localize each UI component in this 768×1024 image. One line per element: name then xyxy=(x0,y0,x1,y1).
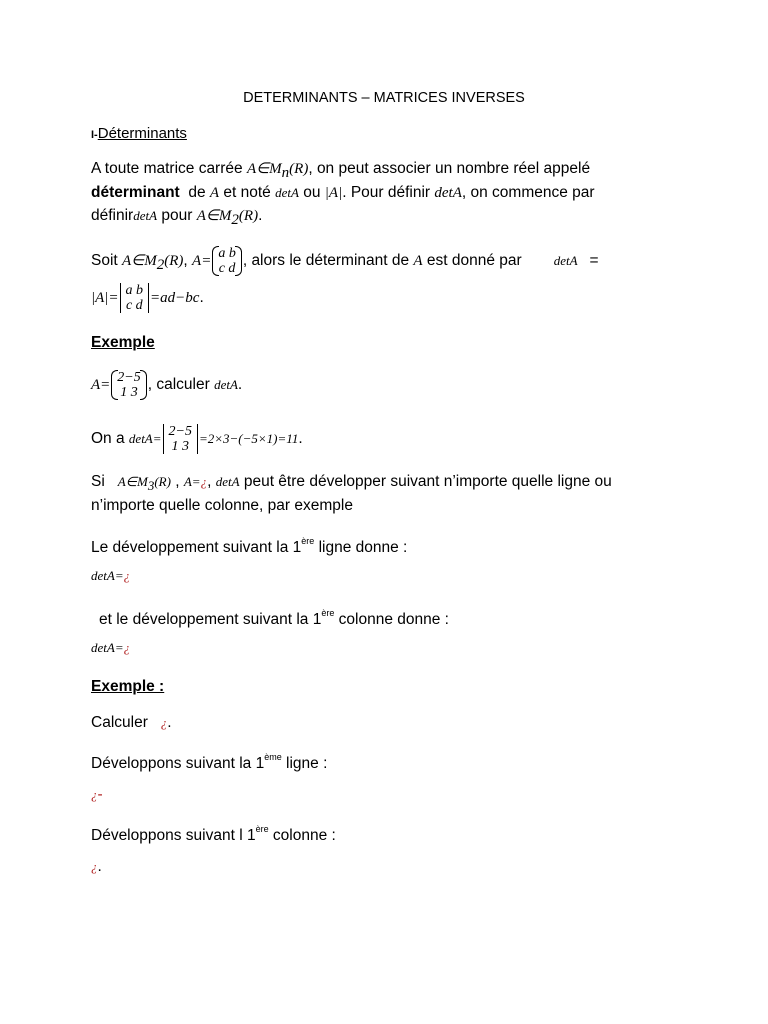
math: A xyxy=(209,185,220,201)
example-1-line-1 xyxy=(91,369,242,401)
determinant-2x2 xyxy=(120,283,150,313)
bold-term: déterminant xyxy=(91,184,180,201)
math: |A|= xyxy=(91,290,119,307)
math-subscript: n xyxy=(281,165,290,182)
text: et le développement suivant la 1 xyxy=(99,611,322,629)
math: A∈M xyxy=(246,161,282,177)
math: A∈M xyxy=(122,253,157,270)
text: , xyxy=(207,473,216,490)
matrix-row: c d xyxy=(125,298,143,313)
example-2-line-1 xyxy=(91,713,172,733)
matrix-row: 1 3 xyxy=(120,384,138,400)
text: , calculer xyxy=(147,376,215,393)
text: . xyxy=(97,858,102,875)
paragraph-3-line-1 xyxy=(91,472,612,496)
unrendered-formula-glyph: ¿ xyxy=(160,715,168,730)
text: . xyxy=(237,376,243,393)
math-subscript: 3 xyxy=(147,478,155,494)
text: Développons suivant l 1 xyxy=(91,827,256,845)
math: A= xyxy=(192,253,212,270)
math-subscript: 2 xyxy=(231,212,239,229)
math: (R) xyxy=(164,253,184,270)
text: . xyxy=(258,207,263,224)
unrendered-formula-glyph: ¿ xyxy=(91,787,98,802)
matrix-row: 2−5 xyxy=(117,369,141,385)
text: , alors le déterminant de xyxy=(242,252,414,270)
text: A toute matrice carrée xyxy=(91,160,247,177)
section-number: I- xyxy=(91,129,98,141)
math: A xyxy=(413,253,423,270)
math: (R) xyxy=(238,208,259,224)
unrendered-formula-glyph: ¿ xyxy=(200,474,208,489)
text: . xyxy=(298,430,303,447)
text: colonne : xyxy=(268,827,336,845)
matrix-row: 2−5 xyxy=(168,423,192,439)
unrendered-formula-glyph: ¿ xyxy=(123,568,131,583)
text: . xyxy=(199,289,204,307)
text: - xyxy=(97,786,103,803)
matrix-row: 1 3 xyxy=(171,438,189,454)
paragraph-3-formula-1 xyxy=(91,566,130,586)
text: pour xyxy=(157,207,197,224)
text: Le développement suivant la 1 xyxy=(91,539,302,557)
math: |A| xyxy=(324,185,343,201)
math: detA xyxy=(434,185,462,201)
unrendered-formula-glyph: ¿ xyxy=(91,859,98,874)
paragraph-1-line-2 xyxy=(91,183,595,203)
paragraph-2-line-1 xyxy=(91,246,599,280)
section-title: Déterminants xyxy=(97,125,187,142)
example-2-line-2 xyxy=(91,749,327,774)
math: (R) xyxy=(289,161,309,177)
math: =ad−bc xyxy=(150,290,200,307)
superscript: ère xyxy=(321,608,335,618)
example-1-heading: Exemple xyxy=(91,334,155,351)
superscript: ère xyxy=(301,536,315,546)
math: detA xyxy=(275,185,299,200)
paragraph-3-line-2: n’importe quelle colonne, par exemple xyxy=(91,497,353,514)
matrix-row: a b xyxy=(218,246,236,261)
text: Développons suivant la 1 xyxy=(91,755,265,773)
document-title: DETERMINANTS – MATRICES INVERSES xyxy=(243,90,525,106)
math: A∈M xyxy=(196,208,232,224)
math-subscript: 2 xyxy=(156,257,165,274)
example-1-line-2 xyxy=(91,423,303,455)
superscript: ème xyxy=(264,752,282,762)
math: A= xyxy=(91,377,111,393)
text: ou xyxy=(298,184,325,201)
example-2-formula-2 xyxy=(91,857,102,877)
math: =2×3−(−5×1)=11 xyxy=(198,431,299,446)
text: de xyxy=(188,184,210,201)
matrix-row: a b xyxy=(125,283,144,298)
superscript: ère xyxy=(255,824,269,834)
math: detA xyxy=(215,474,240,489)
paragraph-3-line-3 xyxy=(91,533,407,558)
text: , on commence par xyxy=(461,184,595,201)
text: Si xyxy=(91,473,110,490)
math: (R) xyxy=(154,474,171,489)
paragraph-3-formula-2 xyxy=(91,638,130,658)
math: detA= xyxy=(91,640,124,655)
unrendered-formula-glyph: ¿ xyxy=(123,640,131,655)
math: detA= xyxy=(128,431,162,446)
paragraph-1-line-3 xyxy=(91,206,262,230)
text: ligne : xyxy=(281,755,328,773)
text: . Pour définir xyxy=(342,184,435,201)
text: est donné par xyxy=(422,252,522,270)
matrix-2x2 xyxy=(111,370,146,400)
determinant-2x2 xyxy=(163,424,198,454)
example-2-formula-1 xyxy=(91,785,103,805)
paragraph-3-line-4 xyxy=(99,605,449,630)
section-heading xyxy=(91,124,187,145)
text: . xyxy=(167,714,172,731)
text: = xyxy=(589,252,599,270)
text: définir xyxy=(91,207,134,224)
paragraph-1-line-1 xyxy=(91,159,590,183)
math: A∈M xyxy=(117,474,148,489)
math: detA= xyxy=(91,568,124,583)
text: , xyxy=(170,473,184,490)
matrix-2x2 xyxy=(212,246,242,276)
paragraph-2-line-2 xyxy=(91,283,204,313)
math: A= xyxy=(183,474,201,489)
math: detA xyxy=(214,377,238,392)
text: peut être développer suivant n’importe quelle ligne ou xyxy=(239,473,612,490)
math: detA xyxy=(553,253,578,269)
text: On a xyxy=(91,430,129,447)
text: Calculer xyxy=(91,714,153,731)
text: ligne donne : xyxy=(314,539,408,557)
text: , on peut associer un nombre réel appelé xyxy=(308,160,591,177)
example-2-heading: Exemple : xyxy=(91,678,165,695)
text: et noté xyxy=(219,184,276,201)
text: , xyxy=(183,252,193,270)
example-2-line-3 xyxy=(91,821,336,846)
math: detA xyxy=(133,208,158,223)
text: Soit xyxy=(91,252,123,270)
matrix-row: c d xyxy=(218,261,236,276)
text: colonne donne : xyxy=(334,611,449,629)
